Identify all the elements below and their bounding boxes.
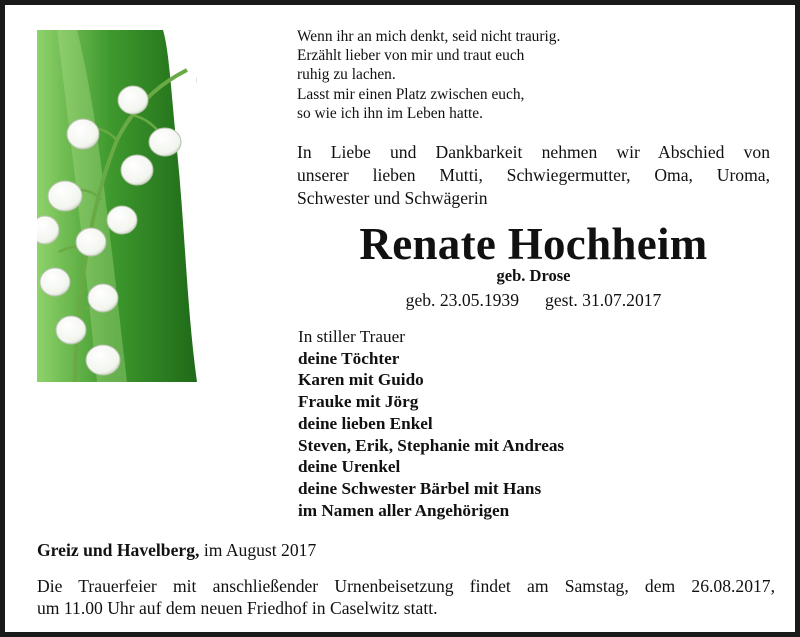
- farewell-intro: [297, 141, 770, 210]
- poem-line: Wenn ihr an mich denkt, seid nicht traurig.: [297, 28, 561, 45]
- maiden-name: geb. Drose: [496, 266, 571, 285]
- deceased-name: Renate Hochheim: [359, 219, 708, 269]
- mourner-line: deine Schwester Bärbel mit Hans: [298, 478, 542, 498]
- birth-date: geb. 23.05.1939: [405, 290, 520, 310]
- poem-line: so wie ich ihn im Leben hatte.: [297, 104, 483, 122]
- poem-line: Erzählt lieber von mir und traut euch: [297, 47, 525, 65]
- lily-of-the-valley-image: [37, 30, 197, 382]
- mourner-line: Steven, Erik, Stephanie mit Andreas: [298, 435, 565, 455]
- place-date: im August 2017: [203, 540, 317, 560]
- death-date: gest. 31.07.2017: [545, 290, 662, 310]
- poem-verse: [297, 27, 717, 123]
- intro-line: In Liebe und Dankbarkeit nehmen wir Abschied von: [297, 142, 770, 162]
- place-and-date: [37, 539, 737, 561]
- funeral-notice: [37, 575, 775, 619]
- mourner-line: im Namen aller Angehörigen: [298, 500, 510, 520]
- mourner-line: deine Töchter: [298, 348, 400, 368]
- mourners-list: [298, 326, 768, 521]
- place-location: Greiz und Havelberg,: [37, 540, 200, 560]
- funeral-line: Die Trauerfeier mit anschließender Urnenbeisetzung findet am Samstag, dem 26.08.2017,: [37, 576, 775, 596]
- mourner-line: Frauke mit Jörg: [298, 392, 419, 412]
- life-dates: [297, 289, 770, 311]
- mourner-line: deine Urenkel: [298, 457, 401, 477]
- intro-line: Schwester und Schwägerin: [297, 188, 488, 208]
- intro-line: unserer lieben Mutti, Schwiegermutter, Oma, Uroma,: [297, 165, 770, 185]
- funeral-line: um 11.00 Uhr auf dem neuen Friedhof in Caselwitz statt.: [37, 598, 438, 618]
- mourner-line: deine lieben Enkel: [298, 413, 433, 433]
- poem-line: Lasst mir einen Platz zwischen euch,: [297, 85, 525, 103]
- lily-illustration: [37, 30, 197, 382]
- poem-line: ruhig zu lachen.: [297, 66, 396, 84]
- mourners-heading: In stiller Trauer: [298, 327, 405, 346]
- mourner-line: Karen mit Guido: [298, 370, 424, 390]
